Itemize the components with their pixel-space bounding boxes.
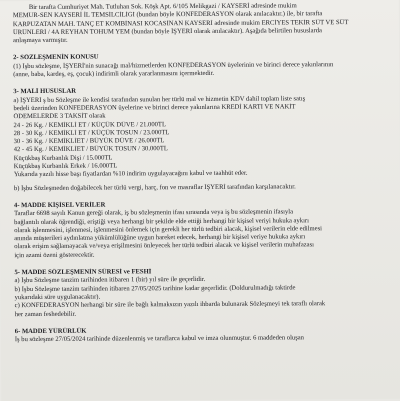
section-line: Taraflar 6698 sayılı Kanun gereği olarak, iş bu sözleşmenin ifası sırasında veya iş bu sözleşmenin ifasıyla	[14, 208, 294, 218]
discount-note: Yukarıda yazılı hisse başı fiyatlardan %10 indirim uygulayacağını kabul ve taahhüt eder.	[13, 170, 248, 179]
section-personal-data	[14, 200, 388, 260]
price-item: 42 - 45 Kg. / KEMİKLİET / BÜYÜK TOSUN / 30.000TL	[13, 145, 168, 154]
section-line: c) KONFEDERASYON herhangi bir süre ile bağlı kalmaksızın yazılı ihbarda bulunarak Sözleşmeyi tek taraflı olarak	[14, 300, 326, 310]
price-item: Küçükbaş Kurbanlık Dişi / 15.000TL	[13, 154, 113, 162]
section-line: ÖDEMELERDE 3 TAKSİT olarak	[13, 112, 106, 121]
section-line: olarak işlenmesini, işlenmesi, işlenmesini önlemek için gerekli her türlü tedbiri alacak, kişisel verilerin elde edilmesi	[14, 225, 323, 234]
section-line: anında müşterileri aydınlatma yükümlülüğüne uygun hareket edecek, herhangi bir kişisel veriye hukuka aykırı	[14, 233, 306, 243]
section-heading: 4- MADDE KİŞİSEL VERİLER	[14, 201, 106, 210]
section-line: b) İşbu Sözleşme tanzim tarihinden itibaren 27/05/2025 tarihine kadar geçerlidir. (Doldurulmadığı taktirde	[14, 284, 296, 293]
intro-line: anlaşmaya varmıştır.	[13, 36, 68, 45]
section-effective	[15, 326, 389, 345]
section-line: yukarıdaki süre uygulanacaktır).	[14, 293, 101, 302]
intro-line: MEMUR-SEN KAYSERİ İL TEMSİLCİLİĞİ (bundan böyle KONFEDERASYON olarak anılacaktır.) ile, bir tarafta	[12, 10, 323, 20]
intro-paragraph	[13, 2, 387, 46]
section-line: her zaman feshedebilir.	[14, 310, 77, 318]
section-heading: 5- MADDE SÖZLEŞMENİN SÜRESİ ve FESHİ	[14, 268, 152, 277]
section-line: a) İŞYERİ ş bu Sözleşme ile kendisi tarafından sunulan her türlü mal ve hizmetin KDV dahil toplam liste satış	[13, 95, 306, 104]
intro-line: KARPUZATAN MAH. TANÇ ET KOMBİNASI KOCASİNAN KAYSERİ adresinde mukim ERCİYES TEKİR SÜT VE SÜT	[12, 18, 349, 28]
price-item: 28 - 30 Kg. / KEMİKLİ ET / KÜÇÜK TOSUN / 23.000TL	[13, 129, 170, 137]
section-heading: 2- SÖZLEŞMENİN KONUSU	[13, 54, 99, 62]
section-line: İş bu sözleşme 27/05/2024 tarihinde düzenlenmiş ve taraflarca kabul ve imza olunmuştur. 6 maddeden oluşan	[14, 334, 305, 344]
section-line: için azami özeni gösterecektir.	[14, 251, 95, 259]
section-line: (1) İşbu sözleşme, İŞYERİ'nin sunacağı mal/hizmetlerden KONFEDERASYON üyelerinin ve birinci derece yakınlarının	[13, 60, 334, 70]
intro-line: ÜRÜNLERİ / 4A REYHAN TOHUM YEM (bundan böyle İŞYERİ olarak anılacaktır). Aşağıda belirtilen hususlarda	[12, 27, 322, 37]
section-line: bağlantılı olarak öğrendiği, eriştiği veya herhangi bir şekilde elde ettiği herhangi bir kişisel veriyi hukuka aykırı	[14, 216, 309, 226]
section-subject	[13, 52, 387, 79]
price-item: Küçükbaş Kurbanlık Erkek / 16.000TL	[13, 162, 118, 171]
section-line: olarak erişim sağlamayacak ve/veya erişilmesini önleyecek her türlü tedbiri alacak ve kişisel verilerin muhafazası	[14, 241, 315, 251]
section-term	[14, 267, 388, 319]
intro-line: Bir tarafta Cumhuriyet Mah. Tutluhan Sok. Köşk Apt. 6/105 Melikgazi / KAYSERİ adresinde mukim	[28, 2, 297, 12]
section-financial	[13, 86, 388, 193]
section-line: a) İşbu Sözleşme tanzim tarihinden itibaren 1 (bir) yıl süre ile geçerlidir.	[14, 276, 206, 285]
section-line: b) İşbu Sözleşmeden doğabilecek her türlü vergi, harç, fon ve masraflar İŞYERİ tarafından karşılanacaktır.	[13, 183, 296, 192]
section-line: (anne, baba, kardeş, eş, çocuk) indirimli olarak yararlanmasını içermektedir.	[13, 69, 215, 79]
price-item: 24 - 26 Kg. / KEMİKLİ ET / KÜÇÜK DÜVE / 21.000TL	[13, 120, 166, 129]
price-item: 30 - 36 Kg. / KEMİKLİET / BÜYÜK DÜVE / 26.000TL	[13, 137, 165, 146]
section-line: bedeli üzerinden KONFEDERASYON üyelerine ve birinci derece yakınlarına KREDİ KARTI VE NAKİT	[13, 103, 296, 113]
section-heading: 3- MALİ HUSUSLAR	[13, 88, 77, 96]
price-list	[14, 119, 388, 171]
section-heading: 6- MADDE YÜRÜRLÜK	[14, 327, 87, 335]
